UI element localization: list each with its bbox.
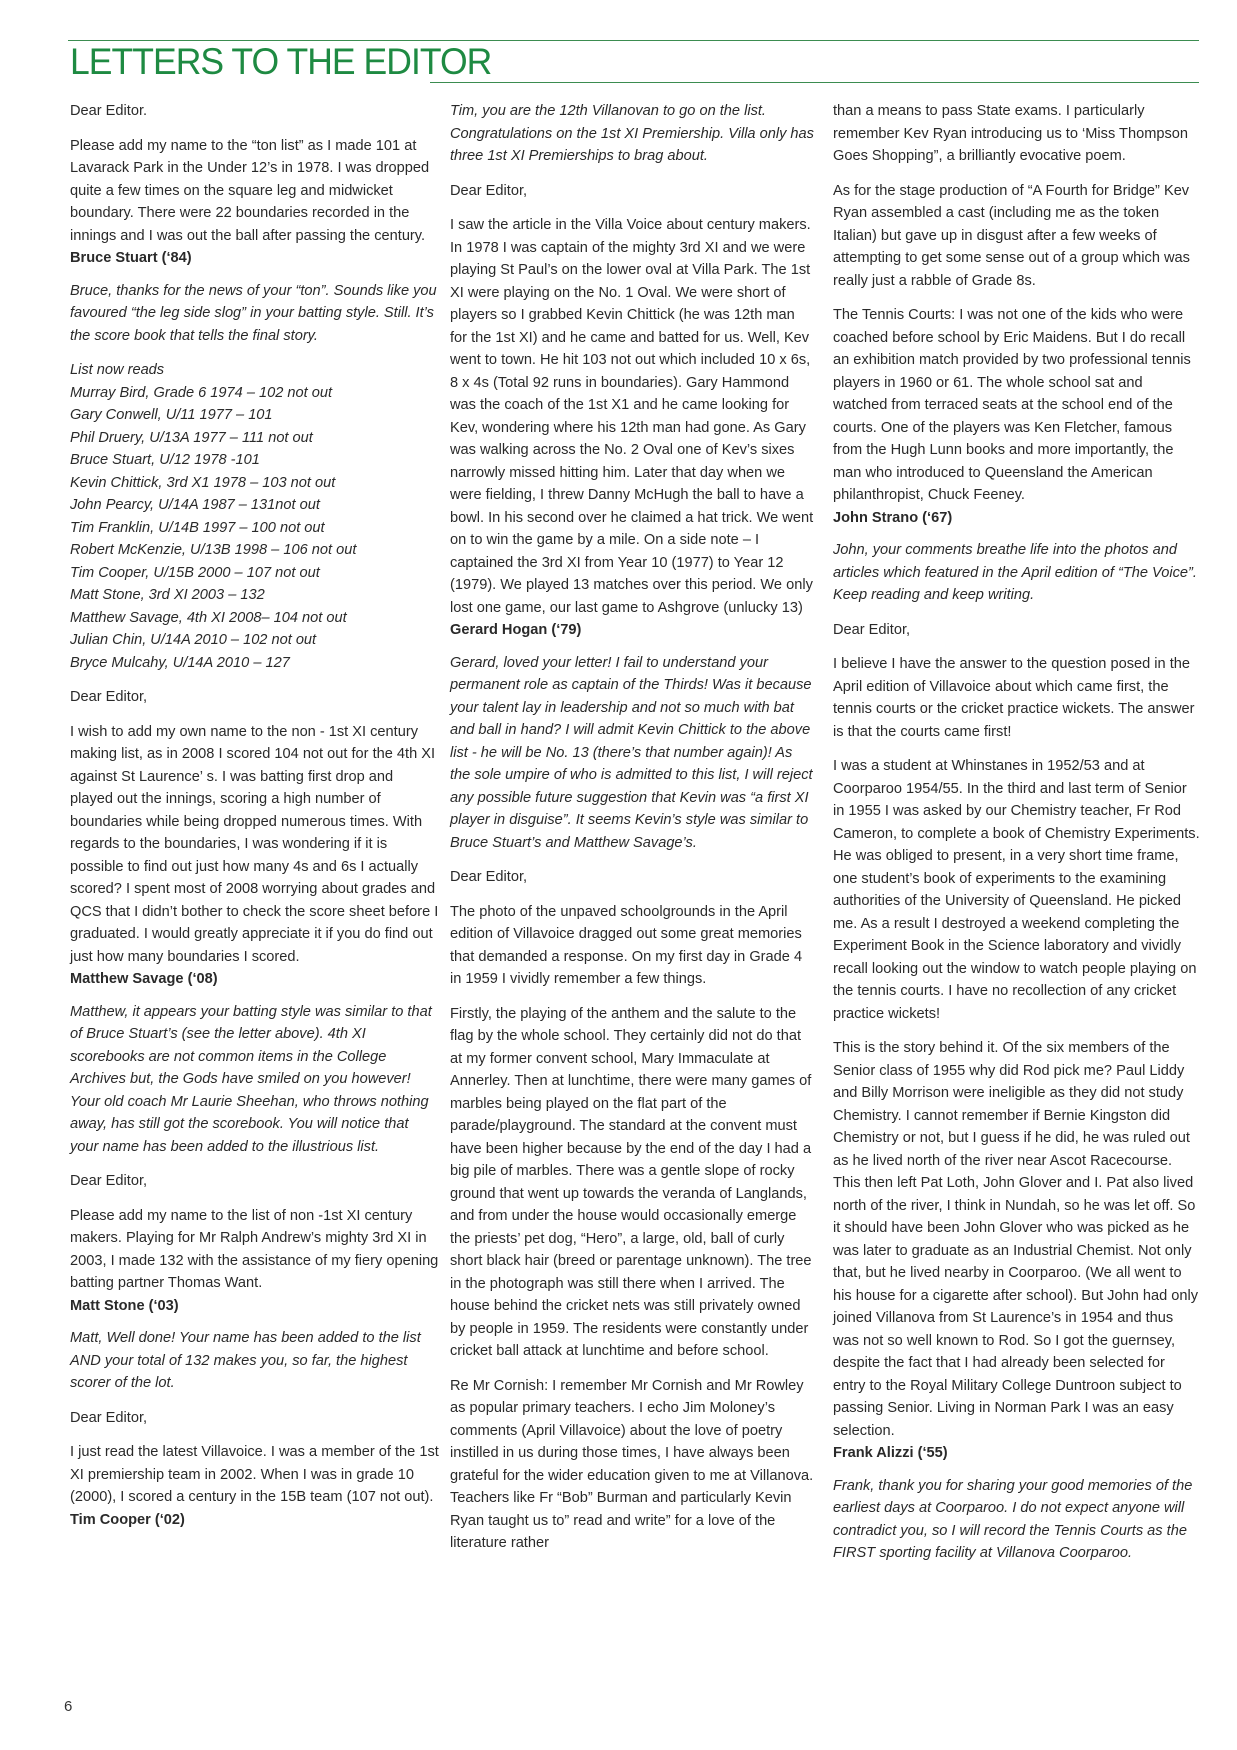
editor-reply: Matthew, it appears your batting style was similar to that of Bruce Stuart’s (see the letter above). 4th XI scorebooks are not common items in the College Archives but, the Gods have smiled on you however! Your old coach Mr Laurie Sheehan, who throws nothing away, has still got the scorebook. You will notice that your name has been added to the illustrious list.: [70, 1003, 432, 1155]
letter-paragraph: than a means to pass State exams. I particularly remember Kev Ryan introducing us to ‘Miss Thompson Goes Shopping”, a brilliantly evocative poem.: [833, 103, 1188, 164]
letter-paragraph: I just read the latest Villavoice. I was a member of the 1st XI premiership team in 2002. When I was in grade 10 (2000), I scored a century in the 15B team (107 not out).: [70, 1444, 439, 1505]
letter-signature: Matthew Savage (‘08): [70, 971, 218, 987]
page-number: 6: [64, 1698, 73, 1715]
column-3: [833, 100, 1201, 1577]
ton-list-item: Matthew Savage, 4th XI 2008– 104 not out: [70, 609, 347, 626]
letter-paragraph: Please add my name to the “ton list” as I made 101 at Lavarack Park in the Under 12’s in 1978. I was dropped quite a few times on the square leg and midwicket boundary. There were 22 boundaries recorded in the innings and I was out the ball after passing the century.: [70, 137, 430, 244]
salutation: Dear Editor,: [450, 869, 528, 885]
editor-reply: John, your comments breathe life into the photos and articles which featured in the April edition of “The Voice”. Keep reading and keep writing.: [833, 542, 1197, 603]
column-2: [450, 100, 815, 1567]
ton-list-item: Robert McKenzie, U/13B 1998 – 106 not out: [70, 542, 357, 558]
ton-list-heading: List now reads: [70, 362, 165, 378]
ton-list-item: Matt Stone, 3rd XI 2003 – 132: [70, 587, 265, 603]
column-1: [70, 100, 440, 1541]
letter-paragraph: I was a student at Whinstanes in 1952/53 and at Coorparoo 1954/55. In the third and last term of Senior in 1955 I was asked by our Chemistry teacher, Fr Rod Cameron, to complete a book of Chemistry Experiments. He was obliged to present, in a very short time frame, one student’s book of experiments to the examining authorities of the University of Queensland. He picked me. As a result I destroyed a weekend completing the Experiment Book in the Science laboratory and vividly recall looking out the window to watch people playing on the tennis courts. I have no recollection of any cricket practice wickets!: [833, 758, 1200, 1022]
ton-list-item: Kevin Chittick, 3rd X1 1978 – 103 not out: [70, 474, 336, 491]
letter-paragraph: The photo of the unpaved schoolgrounds in the April edition of Villavoice dragged out some great memories that demanded a response. On my first day in Grade 4 in 1959 I vividly remember a few things.: [450, 903, 803, 987]
letter-paragraph: Re Mr Cornish: I remember Mr Cornish and Mr Rowley as popular primary teachers. I echo Jim Moloney’s comments (April Villavoice) about the love of poetry instilled in us during those times, I have always been grateful for the wider education given to me at Villanova. Teachers like Fr “Bob” Burman and particularly Kevin Ryan taught us to” read and write” for a love of the literature rather: [450, 1377, 814, 1551]
ton-list-item: Julian Chin, U/14A 2010 – 102 not out: [70, 632, 317, 648]
ton-list: [70, 359, 440, 674]
letter-paragraph: This is the story behind it. Of the six members of the Senior class of 1955 why did Rod pick me? Paul Liddy and Billy Morrison were ineligible as they did not study Chemistry. I cannot remember if Bernie Kingston did Chemistry or not, but I guess if he did, he was ruled out as he lived north of the river near Ascot Racecourse. This then left Pat Loth, John Glover and I. Pat also lived north of the river, I think in Nundah, so he was let off. So it should have been John Glover who was picked as he was later to graduate as an Industrial Chemist. Not only that, but he lived nearby in Coorparoo. (We all went to his house for a cigarette after school). But John had only joined Villanova from St Laurence’s in 1954 and thus was not so well known to Rod. So I got the guernsey, despite the fact that I had already been selected for entry to the Royal Military College Duntroon subject to passing Senior. Living in Norman Park I was an easy selection.: [833, 1040, 1199, 1439]
salutation: Dear Editor,: [450, 182, 528, 199]
letter-signature: Bruce Stuart (‘84): [70, 250, 192, 266]
letter-signature: John Strano (‘67): [833, 509, 953, 526]
letter-paragraph: I believe I have the answer to the question posed in the April edition of Villavoice about which came first, the tennis courts or the cricket practice wickets. The answer is that the courts came first!: [833, 656, 1195, 740]
ton-list-item: Murray Bird, Grade 6 1974 – 102 not out: [70, 384, 333, 401]
editor-reply: Matt, Well done! Your name has been added to the list AND your total of 132 makes you, so far, the highest scorer of the lot.: [70, 1330, 421, 1391]
letter-signature: Tim Cooper (‘02): [70, 1511, 185, 1528]
page-title: LETTERS TO THE EDITOR: [70, 41, 492, 82]
letter-paragraph: Please add my name to the list of non -1st XI century makers. Playing for Mr Ralph Andrew’s mighty 3rd XI in 2003, I made 132 with the assistance of my fiery opening batting partner Thomas Want.: [70, 1207, 439, 1291]
letter-signature: Frank Alizzi (‘55): [833, 1445, 948, 1461]
salutation: Dear Editor.: [70, 103, 148, 119]
letter-signature: Matt Stone (‘03): [70, 1297, 179, 1314]
letter-paragraph: The Tennis Courts: I was not one of the kids who were coached before school by Eric Maidens. But I do recall an exhibition match provided by two professional tennis players in 1960 or 61. The whole school sat and watched from terraced seats at the school end of the courts. One of the players was Ken Fletcher, famous from the Hugh Lunn books and more importantly, the man who introduced to Queensland the American philanthropist, Chuck Feeney.: [833, 307, 1191, 503]
ton-list-item: Gary Conwell, U/11 1977 – 101: [70, 407, 273, 423]
letter-signature: Gerard Hogan (‘79): [450, 622, 582, 638]
ton-list-item: Tim Franklin, U/14B 1997 – 100 not out: [70, 519, 325, 536]
letter-paragraph: Firstly, the playing of the anthem and the salute to the flag by the whole school. They certainly did not do that at my former convent school, Mary Immaculate at Annerley. Then at lunchtime, there were many games of marbles being played on the flat part of the parade/playground. The standard at the convent must have been higher because by the end of the day I had a big pile of marbles. There was a gentle slope of rocky ground that went up towards the veranda of Langlands, and from under the house would occasionally emerge the priests’ pet dog, “Hero”, a large, old, ball of curly short black hair (breed or parentage unknown). The tree in the photograph was still there when I arrived. The house behind the cricket nets was still privately owned by people in 1959. The residents were constantly under cricket ball attack at lunchtime and before school.: [450, 1005, 812, 1359]
editor-reply: Frank, thank you for sharing your good memories of the earliest days at Coorparoo. I do not expect anyone will contradict you, so I will record the Tennis Courts as the FIRST sporting facility at Villanova Coorparoo.: [833, 1477, 1193, 1561]
editor-reply: Tim, you are the 12th Villanovan to go on the list. Congratulations on the 1st XI Premiership. Villa only has three 1st XI Premierships to brag about.: [450, 103, 814, 164]
ton-list-item: Phil Druery, U/13A 1977 – 111 not out: [70, 429, 313, 446]
title-rule: [430, 82, 1199, 83]
ton-list-item: Bryce Mulcahy, U/14A 2010 – 127: [70, 654, 290, 671]
ton-list-item: John Pearcy, U/14A 1987 – 131not out: [70, 497, 320, 513]
salutation: Dear Editor,: [833, 621, 911, 638]
letter-paragraph: I wish to add my own name to the non - 1st XI century making list, as in 2008 I scored 104 not out for the 4th XI against St Laurence’ s. I was batting first drop and played out the innings, scoring a high number of boundaries while being dropped numerous times. With regards to the boundaries, I was wondering if it is possible to find out just how many 4s and 6s I actually scored? I spent most of 2008 worrying about grades and QCS that I didn’t bother to check the score sheet before I graduated. I would greatly appreciate it if you do find out just how many boundaries I scored.: [70, 723, 439, 965]
salutation: Dear Editor,: [70, 689, 148, 705]
ton-list-item: Bruce Stuart, U/12 1978 -101: [70, 452, 260, 468]
salutation: Dear Editor,: [70, 1173, 148, 1189]
letter-paragraph: As for the stage production of “A Fourth for Bridge” Kev Ryan assembled a cast (including me as the token Italian) but gave up in disgust after a few weeks of attempting to get some sense out of a group which was really just a rabble of Grade 8s.: [833, 182, 1190, 289]
ton-list-item: Tim Cooper, U/15B 2000 – 107 not out: [70, 564, 320, 581]
salutation: Dear Editor,: [70, 1409, 148, 1426]
letter-paragraph: I saw the article in the Villa Voice about century makers. In 1978 I was captain of the mighty 3rd XI and we were playing St Paul’s on the lower oval at Villa Park. The 1st XI were playing on the No. 1 Oval. We were short of players so I grabbed Kevin Chittick (he was 12th man for the 1st XI) and he came and batted for us. Well, Kev went to town. He hit 103 not out which included 10 x 6s, 8 x 4s (Total 92 runs in boundaries). Gary Hammond was the coach of the 1st X1 and he came looking for Kev, wondering where his 12th man had gone. As Gary was walking across the No. 2 Oval one of Kev’s sixes narrowly missed hitting him. Later that day when we were fielding, I threw Danny McHugh the ball to have a bowl. In his second over he claimed a hat trick. We went on to win the game by a mile. On a side note – I captained the 3rd XI from Year 10 (1977) to Year 12 (1979). We played 13 matches over this period. We only lost one game, our last game to Ashgrove (unlucky 13): [450, 217, 814, 616]
editor-reply: Gerard, loved your letter! I fail to understand your permanent role as captain of the Thirds! Was it because your talent lay in leadership and not so much with bat and ball in hand? I will admit Kevin Chittick to the above list - he will be No. 13 (there’s that number again)! As the sole umpire of who is admitted to this list, I will reject any possible future suggestion that Kevin was “a first XI player in disguise”. It seems Kevin’s style was similar to Bruce Stuart’s and Matthew Savage’s.: [450, 654, 813, 851]
editor-reply: Bruce, thanks for the news of your “ton”. Sounds like you favoured “the leg side slog” in your batting style. Still. It’s the score book that tells the final story.: [70, 282, 437, 344]
